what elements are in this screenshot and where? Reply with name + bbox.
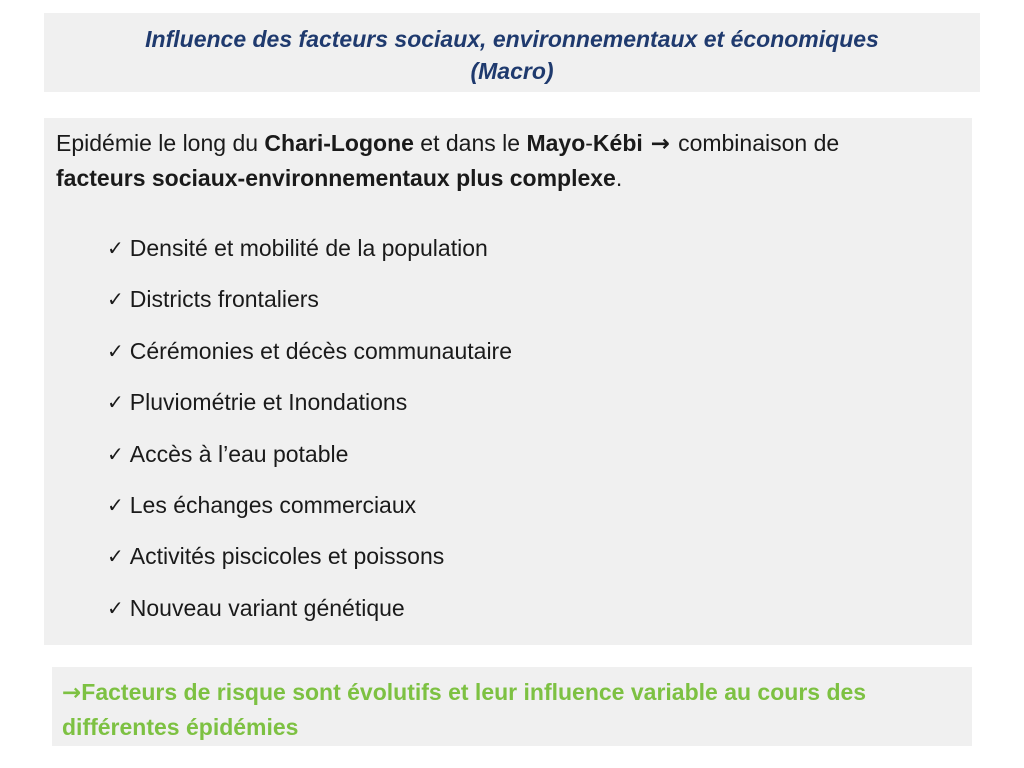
- list-item: [107, 543, 962, 594]
- main-content-box: [44, 118, 972, 645]
- checkmark-icon: ✓: [107, 544, 124, 569]
- intro-bold-facteurs: facteurs sociaux-environnementaux plus complexe: [56, 165, 616, 191]
- intro-text-2: et dans le: [413, 130, 527, 156]
- list-item: [107, 338, 962, 389]
- footer-box: [52, 667, 972, 746]
- intro-dash: -: [585, 130, 593, 156]
- list-item: [107, 389, 962, 440]
- footer-text: Facteurs de risque sont évolutifs et leur influence variable au cours des différentes épidémies: [62, 679, 867, 740]
- list-item-label: Pluviométrie et Inondations: [129, 389, 408, 416]
- list-item-label: Les échanges commerciaux: [129, 491, 417, 518]
- intro-bold-mayo: Mayo: [526, 130, 586, 156]
- checkmark-icon: ✓: [107, 595, 124, 620]
- title-line-1: Influence des facteurs sociaux, environnementaux et économiques: [145, 26, 879, 52]
- list-item-label: Nouveau variant génétique: [129, 594, 405, 621]
- list-item: [107, 441, 962, 492]
- checkmark-icon: ✓: [107, 338, 124, 363]
- checkmark-icon: ✓: [107, 236, 124, 260]
- checkmark-icon: ✓: [107, 441, 124, 466]
- arrow-right-icon: →: [642, 131, 679, 157]
- checkmark-icon: ✓: [107, 390, 124, 415]
- list-item-label: Districts frontaliers: [129, 286, 319, 313]
- intro-bold-kebi: Kébi: [592, 130, 643, 156]
- list-item: [107, 492, 962, 543]
- list-item-label: Activités piscicoles et poissons: [129, 543, 445, 570]
- list-item-label: Accès à l’eau potable: [129, 440, 349, 467]
- intro-text-3: combinaison de: [678, 130, 840, 156]
- list-item-label: Densité et mobilité de la population: [129, 235, 488, 261]
- intro-end: .: [615, 165, 623, 191]
- checkmark-icon: ✓: [107, 287, 124, 312]
- intro-paragraph: [56, 126, 962, 195]
- list-item-label: Cérémonies et décès communautaire: [129, 337, 513, 364]
- arrow-right-icon: →: [62, 680, 82, 706]
- title-box: [44, 13, 980, 92]
- intro-bold-chari-logone: Chari-Logone: [264, 130, 414, 156]
- list-item: [107, 286, 962, 337]
- intro-text-1: Epidémie le long du: [56, 130, 265, 156]
- title-line-2: (Macro): [470, 58, 554, 84]
- list-item: [107, 595, 962, 646]
- factor-list: [56, 235, 962, 646]
- checkmark-icon: ✓: [107, 492, 124, 517]
- list-item: [107, 235, 962, 286]
